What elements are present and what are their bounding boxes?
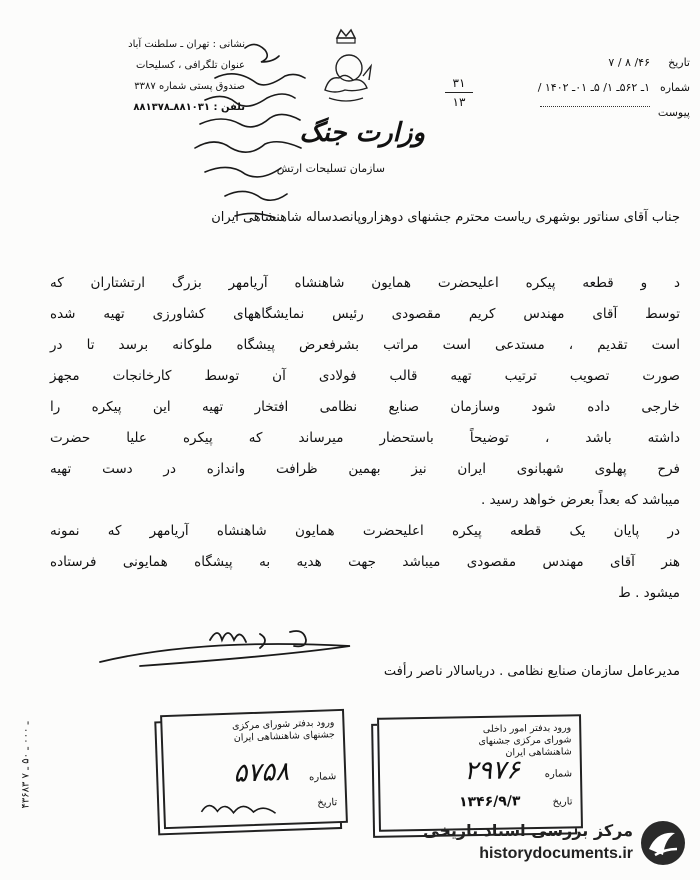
stamp-date-value: ۱۳۴۶/۹/۳ [458, 793, 521, 811]
number-value: ۱ـ ۵۶۲ـ ۱/ ۵ـ ۰۱ـ ۱۴۰۲ / [537, 81, 650, 94]
fraction-bottom: ۱۳ [452, 95, 466, 109]
body-line: است تقدیم ، مستدعی است مراتب بشرفعرض پیشگاه ملوکانه برسد تا در [50, 337, 680, 353]
fraction-top: ۳۱ [452, 76, 466, 90]
body-line: داشته باشد ، توضیحاً باستحضار میرساند که پیکره علیا حضرت [50, 430, 680, 446]
body-line: خارجی داده شود وسازمان صنایع نظامی افتخار تهیه این پیکره را [50, 399, 680, 415]
signature-scribble [80, 620, 380, 670]
stamp-title: ورود بدفتر امور داخلی شورای مرکزی جشنهای شاهنشاهی ایران [478, 722, 572, 759]
stamp-date-label: تاریخ [317, 797, 338, 809]
body-line: د و قطعه پیکره اعلیحضرت همایون شاهنشاه آریامهر بزرگ ارتشتاران که [50, 275, 680, 291]
date-value: ۴۶/ ۸ / ۷ [608, 56, 650, 69]
reference-fraction [445, 76, 473, 109]
watermark-title: مرکز بررسی اسناد تاریخی [423, 821, 633, 840]
fraction-bar [445, 92, 473, 93]
pobox-line: صندوق پستی شماره ۳۳۸۷ [134, 81, 245, 92]
stamp-number-value: ۵۷۵۸ [232, 756, 290, 789]
watermark-url: historydocuments.ir [479, 845, 633, 862]
stamp-date-label: تاریخ [552, 796, 573, 808]
address-line: نشانی : تهران ـ سلطنت آباد [128, 39, 245, 50]
body-line: هنر آقای مهندس مقصودی میباشد جهت هدیه به پیشگاه همایونی فرستاده [50, 554, 680, 570]
attachment-label: پیوست [657, 106, 690, 119]
letter-body [50, 268, 680, 609]
number-label: شماره [659, 81, 690, 94]
archive-logo-icon [639, 819, 687, 867]
signatory-line: مدیرعامل سازمان صنایع نظامی . دریاسالار ناصر رأفت [383, 664, 680, 679]
body-line: در پایان یک قطعه پیکره اعلیحضرت همایون شاهنشاه آریامهر که نمونه [50, 523, 680, 539]
stamp-number-label: شماره [544, 768, 573, 780]
archive-watermark [415, 815, 695, 875]
stamp-number-value: ۲۹۷۶ [463, 755, 521, 787]
receipt-stamp-left [160, 709, 348, 829]
phone-line: تلفن : ۸۸۱۰۳۱ـ۸۸۱۳۷۸ [133, 102, 245, 113]
stamp-title: ورود بدفتر شورای مرکزی جشنهای شاهنشاهی ایران [231, 717, 336, 744]
stamp-handwritten-date [195, 793, 286, 820]
attachment-blank [540, 106, 650, 107]
date-label: تاریخ [668, 56, 690, 69]
body-line: توسط آقای مهندس کریم مقصودی رئیس نمایشگاههای کشاورزی تهیه شده [50, 306, 680, 322]
body-line: میشود . ط [618, 585, 680, 601]
ministry-subtitle: سازمان تسلیحات ارتش [276, 162, 385, 175]
stamp-number-label: شماره [308, 771, 337, 784]
telegraph-line: عنوان تلگرافی ، کسلیحات [136, 60, 245, 71]
ministry-title: وزارت جنگ [299, 118, 425, 148]
letter-reference [515, 56, 690, 131]
body-line: فرح پهلوی شهبانوی ایران نیز بهمین ظرافت واندازه در دست تهیه [50, 461, 680, 477]
side-reference-number: ۴۳۶۸۳ ـ ۰۰۰ ـ ۵۰ ـ ۷ [20, 721, 32, 809]
addressee-line: جناب آقای سناتور بوشهری ریاست محترم جشنهای دوهزاروپانصدساله شاهنشاهی ایران [211, 210, 680, 225]
body-line: میباشد که بعداً بعرض خواهد رسید . [480, 492, 680, 508]
handwritten-annotation [185, 38, 325, 228]
body-line: صورت تصویب ترتیب تهیه قالب فولادی آن توسط کارخانجات مجهز [50, 368, 680, 384]
